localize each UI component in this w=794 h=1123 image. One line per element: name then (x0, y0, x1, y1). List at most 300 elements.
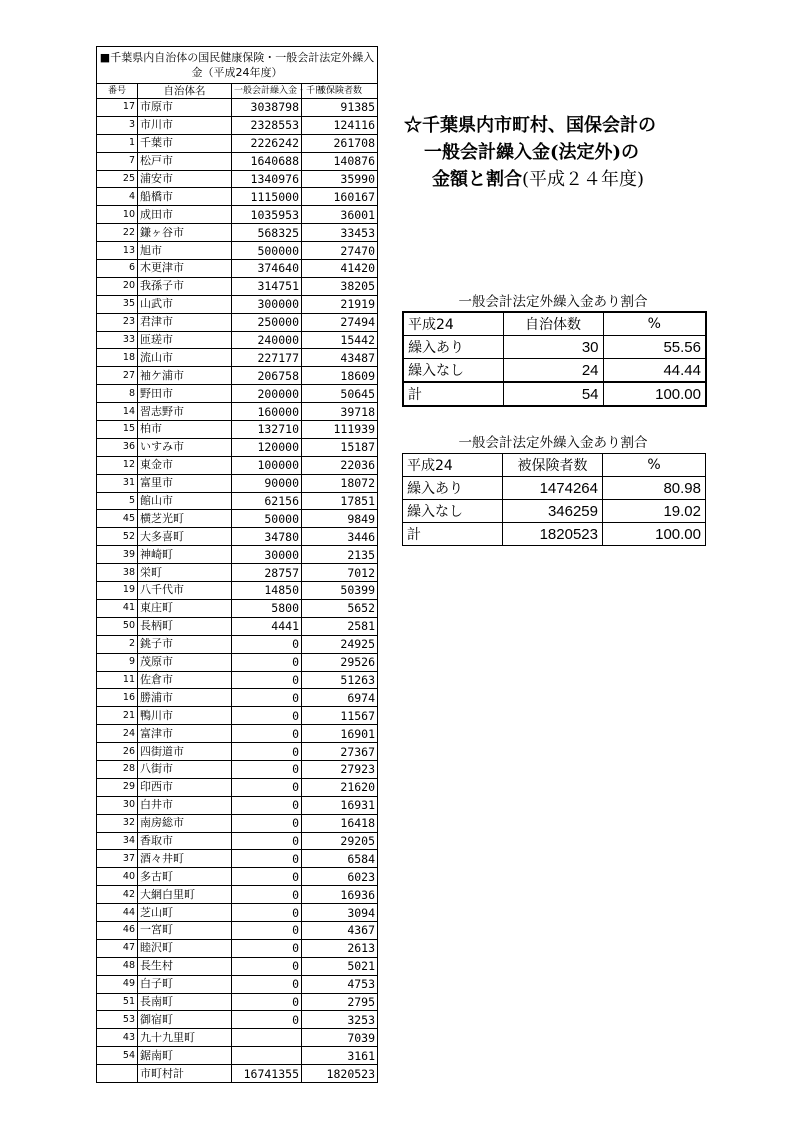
row-amount: 200000 (232, 385, 302, 403)
row-insured: 91385 (302, 99, 378, 117)
row-insured: 27494 (302, 313, 378, 331)
row-municipality: 栄町 (138, 564, 232, 582)
summary2-header-period: 平成24 (403, 454, 503, 477)
row-municipality: 船橋市 (138, 188, 232, 206)
row-insured: 11567 (302, 707, 378, 725)
summary1-title: 一般会計法定外繰入金あり割合 (458, 294, 648, 310)
table-row (97, 385, 378, 403)
row-municipality: 東金市 (138, 456, 232, 474)
row-number: 18 (97, 349, 138, 367)
row-insured: 16418 (302, 814, 378, 832)
row-number: 20 (97, 277, 138, 295)
table-row (97, 277, 378, 295)
summary1-row-label: 繰入あり (403, 336, 503, 359)
row-insured: 6584 (302, 850, 378, 868)
row-municipality: 四街道市 (138, 743, 232, 761)
row-amount: 16741355 (232, 1065, 302, 1083)
table-row (97, 725, 378, 743)
row-municipality: 勝浦市 (138, 689, 232, 707)
row-number: 32 (97, 814, 138, 832)
table-row (97, 635, 378, 653)
table-row (97, 760, 378, 778)
row-municipality: 多古町 (138, 868, 232, 886)
table-title: ■千葉県内自治体の国民健康保険・一般会計法定外繰入金（平成24年度） (97, 47, 378, 84)
row-insured: 1820523 (302, 1065, 378, 1083)
row-insured: 124116 (302, 116, 378, 134)
row-municipality: 市原市 (138, 99, 232, 117)
row-municipality: 富津市 (138, 725, 232, 743)
table-row (97, 957, 378, 975)
table-row (97, 134, 378, 152)
row-municipality: 我孫子市 (138, 277, 232, 295)
row-municipality: 袖ケ浦市 (138, 367, 232, 385)
row-amount: 250000 (232, 313, 302, 331)
row-number: 33 (97, 331, 138, 349)
header-name: 自治体名 (138, 84, 232, 99)
row-insured: 2795 (302, 993, 378, 1011)
summary2-row-insured: 346259 (503, 500, 603, 523)
row-insured: 16931 (302, 796, 378, 814)
row-amount: 0 (232, 1011, 302, 1029)
summary2-total-label: 計 (403, 523, 503, 546)
row-insured: 5652 (302, 599, 378, 617)
row-amount: 0 (232, 671, 302, 689)
table-row (97, 671, 378, 689)
row-amount: 2328553 (232, 116, 302, 134)
row-number: 45 (97, 510, 138, 528)
row-insured: 22036 (302, 456, 378, 474)
row-amount: 0 (232, 975, 302, 993)
table-row (97, 295, 378, 313)
row-amount: 0 (232, 868, 302, 886)
table-row (97, 582, 378, 600)
row-amount: 0 (232, 993, 302, 1011)
row-municipality: 白子町 (138, 975, 232, 993)
row-municipality: 流山市 (138, 349, 232, 367)
row-insured: 6974 (302, 689, 378, 707)
table-row (97, 904, 378, 922)
table-row (97, 832, 378, 850)
summary2-total-percent: 100.00 (603, 523, 706, 546)
summary1-total-percent: 100.00 (603, 382, 706, 406)
row-amount: 314751 (232, 277, 302, 295)
row-amount: 500000 (232, 242, 302, 260)
row-amount: 206758 (232, 367, 302, 385)
table-row (97, 188, 378, 206)
row-number: 14 (97, 403, 138, 421)
row-number: 30 (97, 796, 138, 814)
row-number: 7 (97, 152, 138, 170)
row-number: 10 (97, 206, 138, 224)
row-amount (232, 1029, 302, 1047)
row-number: 39 (97, 546, 138, 564)
table-row (97, 367, 378, 385)
row-amount: 1340976 (232, 170, 302, 188)
table-row (97, 564, 378, 582)
row-number: 6 (97, 260, 138, 278)
row-number: 22 (97, 224, 138, 242)
row-amount: 1115000 (232, 188, 302, 206)
row-amount: 0 (232, 707, 302, 725)
table-row (97, 403, 378, 421)
row-insured: 38205 (302, 277, 378, 295)
table-row (97, 778, 378, 796)
table-row (97, 689, 378, 707)
row-insured: 35990 (302, 170, 378, 188)
row-number (97, 1065, 138, 1083)
table-row (97, 260, 378, 278)
row-insured: 2613 (302, 939, 378, 957)
summary2-row-percent: 80.98 (603, 477, 706, 500)
summary2-title: 一般会計法定外繰入金あり割合 (458, 435, 648, 451)
row-amount: 0 (232, 653, 302, 671)
row-insured: 111939 (302, 421, 378, 439)
row-number: 48 (97, 957, 138, 975)
municipal-table (96, 46, 378, 1083)
row-municipality: 酒々井町 (138, 850, 232, 868)
row-municipality: 印西市 (138, 778, 232, 796)
row-insured: 3253 (302, 1011, 378, 1029)
row-amount: 0 (232, 743, 302, 761)
row-number: 25 (97, 170, 138, 188)
row-number: 9 (97, 653, 138, 671)
row-insured: 16936 (302, 886, 378, 904)
row-insured: 18609 (302, 367, 378, 385)
row-number: 47 (97, 939, 138, 957)
row-number: 51 (97, 993, 138, 1011)
row-insured: 39718 (302, 403, 378, 421)
table-row (97, 653, 378, 671)
row-insured: 21620 (302, 778, 378, 796)
row-insured: 7012 (302, 564, 378, 582)
table-row (97, 546, 378, 564)
row-number: 28 (97, 760, 138, 778)
row-municipality: 大網白里町 (138, 886, 232, 904)
row-municipality: 市川市 (138, 116, 232, 134)
row-number: 50 (97, 617, 138, 635)
row-number: 43 (97, 1029, 138, 1047)
table-row (97, 886, 378, 904)
summary2-total-row (403, 523, 706, 546)
row-municipality: 御宿町 (138, 1011, 232, 1029)
row-municipality: 鋸南町 (138, 1047, 232, 1065)
row-municipality: 君津市 (138, 313, 232, 331)
row-amount: 300000 (232, 295, 302, 313)
row-amount: 240000 (232, 331, 302, 349)
row-insured: 41420 (302, 260, 378, 278)
row-number: 54 (97, 1047, 138, 1065)
summary1-total-label: 計 (403, 382, 503, 406)
table-row (97, 313, 378, 331)
row-number: 1 (97, 134, 138, 152)
table-row (97, 993, 378, 1011)
summary1-row-label: 繰入なし (403, 359, 503, 383)
summary1-row-percent: 55.56 (603, 336, 706, 359)
row-number: 29 (97, 778, 138, 796)
row-amount: 0 (232, 760, 302, 778)
row-number: 40 (97, 868, 138, 886)
row-amount: 0 (232, 957, 302, 975)
row-number: 13 (97, 242, 138, 260)
row-insured: 17851 (302, 492, 378, 510)
table-row (97, 599, 378, 617)
row-amount: 568325 (232, 224, 302, 242)
row-number: 36 (97, 438, 138, 456)
row-insured: 3161 (302, 1047, 378, 1065)
row-number: 52 (97, 528, 138, 546)
row-number: 2 (97, 635, 138, 653)
row-insured: 140876 (302, 152, 378, 170)
row-insured: 36001 (302, 206, 378, 224)
header-insured: 被保険者数 (302, 84, 378, 99)
row-amount: 227177 (232, 349, 302, 367)
row-number: 37 (97, 850, 138, 868)
row-amount: 1640688 (232, 152, 302, 170)
row-municipality: 富里市 (138, 474, 232, 492)
row-amount (232, 1047, 302, 1065)
row-number: 44 (97, 904, 138, 922)
header-amount: 一般会計繰入金・千円 (232, 84, 302, 99)
row-number: 12 (97, 456, 138, 474)
row-insured: 5021 (302, 957, 378, 975)
row-insured: 24925 (302, 635, 378, 653)
summary2-total-insured: 1820523 (503, 523, 603, 546)
row-number: 21 (97, 707, 138, 725)
table-row (97, 939, 378, 957)
row-municipality: 成田市 (138, 206, 232, 224)
summary2-header-percent: % (603, 454, 706, 477)
summary2-header-insured: 被保険者数 (503, 454, 603, 477)
row-municipality: 佐倉市 (138, 671, 232, 689)
row-amount: 0 (232, 904, 302, 922)
row-insured: 7039 (302, 1029, 378, 1047)
row-number: 53 (97, 1011, 138, 1029)
row-insured: 15442 (302, 331, 378, 349)
row-amount: 90000 (232, 474, 302, 492)
row-municipality: 東庄町 (138, 599, 232, 617)
row-amount: 30000 (232, 546, 302, 564)
row-municipality: 八街市 (138, 760, 232, 778)
row-number: 3 (97, 116, 138, 134)
municipal-table-body (97, 47, 378, 1083)
row-municipality: 松戸市 (138, 152, 232, 170)
row-number: 38 (97, 564, 138, 582)
table-row (97, 528, 378, 546)
page-heading (404, 112, 734, 193)
table-row (97, 814, 378, 832)
table-row (97, 921, 378, 939)
summary1-row (403, 336, 706, 359)
table-row (97, 206, 378, 224)
row-insured: 2581 (302, 617, 378, 635)
row-number: 11 (97, 671, 138, 689)
row-number: 15 (97, 421, 138, 439)
row-municipality: 睦沢町 (138, 939, 232, 957)
summary1-row-count: 24 (503, 359, 603, 383)
table-row (97, 975, 378, 993)
row-municipality: 神崎町 (138, 546, 232, 564)
row-amount: 374640 (232, 260, 302, 278)
row-amount: 1035953 (232, 206, 302, 224)
row-amount: 100000 (232, 456, 302, 474)
row-number: 24 (97, 725, 138, 743)
row-number: 17 (97, 99, 138, 117)
table-row (97, 331, 378, 349)
row-municipality: 館山市 (138, 492, 232, 510)
row-number: 27 (97, 367, 138, 385)
row-municipality: 大多喜町 (138, 528, 232, 546)
row-amount: 0 (232, 850, 302, 868)
row-number: 26 (97, 743, 138, 761)
table-row (97, 617, 378, 635)
row-municipality: 匝瑳市 (138, 331, 232, 349)
header-number: 番号 (97, 84, 138, 99)
heading-line-3-year: (平成２４年度) (522, 169, 645, 190)
row-amount: 50000 (232, 510, 302, 528)
row-insured: 3446 (302, 528, 378, 546)
summary1-row-count: 30 (503, 336, 603, 359)
row-number: 23 (97, 313, 138, 331)
row-insured: 27367 (302, 743, 378, 761)
row-municipality: いすみ市 (138, 438, 232, 456)
row-insured: 16901 (302, 725, 378, 743)
table-row (97, 743, 378, 761)
summary1-header-period: 平成24 (403, 312, 503, 336)
table-row (97, 492, 378, 510)
summary1-row (403, 359, 706, 383)
row-insured: 43487 (302, 349, 378, 367)
row-municipality: 柏市 (138, 421, 232, 439)
table-row (97, 1011, 378, 1029)
row-municipality: 千葉市 (138, 134, 232, 152)
table-row (97, 170, 378, 188)
row-municipality: 市町村計 (138, 1065, 232, 1083)
row-number: 5 (97, 492, 138, 510)
row-number: 4 (97, 188, 138, 206)
row-municipality: 鎌ヶ谷市 (138, 224, 232, 242)
row-amount: 160000 (232, 403, 302, 421)
heading-line-2: 一般会計繰入金(法定外)の (424, 142, 640, 163)
heading-line-3 (404, 166, 734, 193)
row-number: 41 (97, 599, 138, 617)
table-row (97, 438, 378, 456)
row-amount: 0 (232, 796, 302, 814)
row-municipality: 長生村 (138, 957, 232, 975)
table-row (97, 152, 378, 170)
row-municipality: 九十九里町 (138, 1029, 232, 1047)
row-insured: 15187 (302, 438, 378, 456)
summary2-row-insured: 1474264 (503, 477, 603, 500)
row-municipality: 長南町 (138, 993, 232, 1011)
table-row (97, 510, 378, 528)
table-header-row (97, 84, 378, 99)
row-amount: 0 (232, 635, 302, 653)
summary2-row-label: 繰入あり (403, 477, 503, 500)
summary1-total-count: 54 (503, 382, 603, 406)
summary1-header-percent: % (603, 312, 706, 336)
row-insured: 261708 (302, 134, 378, 152)
summary1-total-row (403, 382, 706, 406)
row-insured: 4367 (302, 921, 378, 939)
summary1-header-count: 自治体数 (503, 312, 603, 336)
row-insured: 18072 (302, 474, 378, 492)
row-municipality: 鴨川市 (138, 707, 232, 725)
table-row (97, 349, 378, 367)
row-insured: 2135 (302, 546, 378, 564)
table-row (97, 116, 378, 134)
summary2-header-row (403, 454, 706, 477)
row-municipality: 白井市 (138, 796, 232, 814)
row-municipality: 一宮町 (138, 921, 232, 939)
table-row (97, 242, 378, 260)
row-amount: 14850 (232, 582, 302, 600)
row-number: 49 (97, 975, 138, 993)
heading-line-3-bold: 金額と割合 (432, 169, 522, 190)
row-municipality: 南房総市 (138, 814, 232, 832)
table-row (97, 1029, 378, 1047)
summary1-row-percent: 44.44 (603, 359, 706, 383)
row-amount: 0 (232, 832, 302, 850)
row-municipality: 銚子市 (138, 635, 232, 653)
row-insured: 50399 (302, 582, 378, 600)
summary2-row-percent: 19.02 (603, 500, 706, 523)
row-amount: 34780 (232, 528, 302, 546)
table-row (97, 456, 378, 474)
row-amount: 2226242 (232, 134, 302, 152)
table-row (97, 224, 378, 242)
row-municipality: 八千代市 (138, 582, 232, 600)
summary1-table (402, 311, 707, 407)
row-municipality: 野田市 (138, 385, 232, 403)
summary2-row (403, 500, 706, 523)
row-insured: 27470 (302, 242, 378, 260)
row-insured: 51263 (302, 671, 378, 689)
row-amount: 5800 (232, 599, 302, 617)
table-row (97, 99, 378, 117)
row-number: 16 (97, 689, 138, 707)
row-municipality: 芝山町 (138, 904, 232, 922)
row-insured: 6023 (302, 868, 378, 886)
summary2-row (403, 477, 706, 500)
heading-line-1: ☆千葉県内市町村、国保会計の (404, 115, 656, 136)
row-amount: 4441 (232, 617, 302, 635)
row-insured: 21919 (302, 295, 378, 313)
row-municipality: 横芝光町 (138, 510, 232, 528)
row-municipality: 浦安市 (138, 170, 232, 188)
table-row (97, 1047, 378, 1065)
row-municipality: 旭市 (138, 242, 232, 260)
row-amount: 0 (232, 689, 302, 707)
row-amount: 0 (232, 921, 302, 939)
table-row (97, 474, 378, 492)
table-row (97, 796, 378, 814)
row-insured: 29205 (302, 832, 378, 850)
row-amount: 120000 (232, 438, 302, 456)
table-row (97, 868, 378, 886)
row-insured: 50645 (302, 385, 378, 403)
row-insured: 160167 (302, 188, 378, 206)
summary1-header-row (403, 312, 706, 336)
row-amount: 0 (232, 939, 302, 957)
row-insured: 3094 (302, 904, 378, 922)
row-amount: 28757 (232, 564, 302, 582)
row-municipality: 木更津市 (138, 260, 232, 278)
row-number: 19 (97, 582, 138, 600)
row-amount: 0 (232, 886, 302, 904)
row-number: 46 (97, 921, 138, 939)
row-amount: 3038798 (232, 99, 302, 117)
summary2-row-label: 繰入なし (403, 500, 503, 523)
